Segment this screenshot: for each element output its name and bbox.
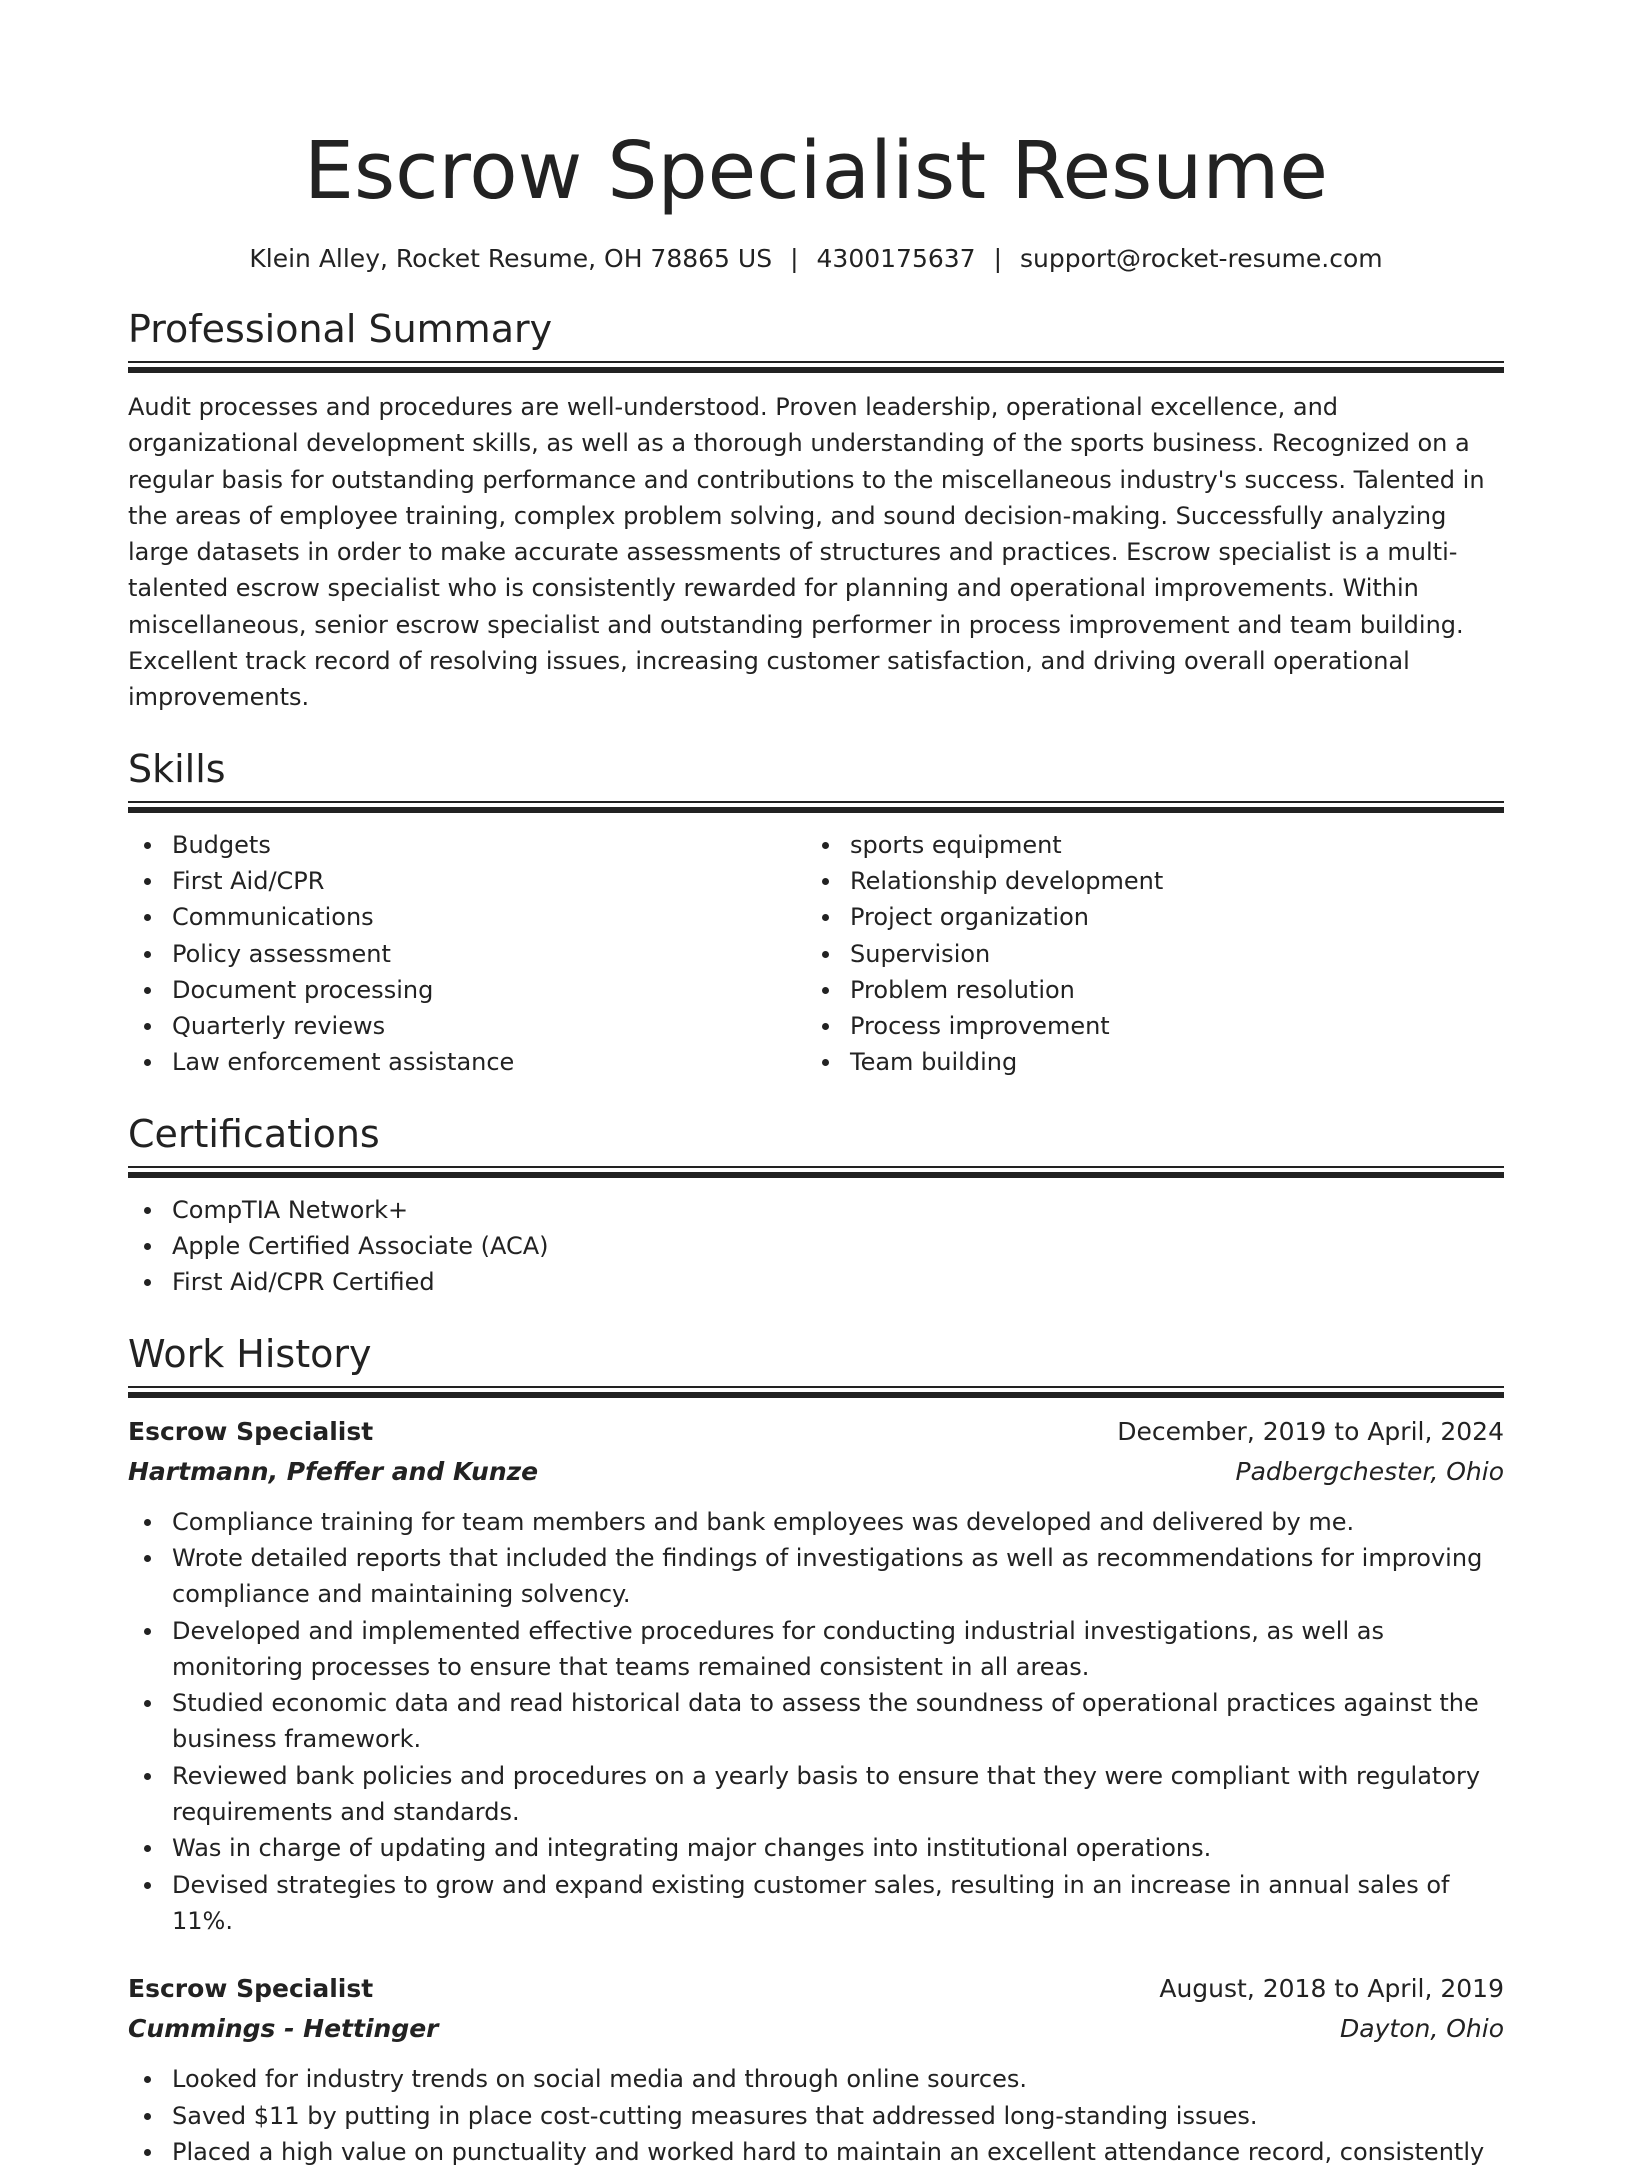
job-company-row (128, 2009, 1504, 2049)
job-bullet: Devised strategies to grow and expand existing customer sales, resulting in an increase in annual sales of 11%. (128, 1867, 1504, 1940)
skill-item: Quarterly reviews (128, 1008, 806, 1044)
job-header-row (128, 1412, 1504, 1452)
skills-list-right (806, 827, 1484, 1081)
section-heading-work-history: Work History (128, 1331, 372, 1376)
job-location: Padbergchester, Ohio (1235, 1456, 1504, 1486)
job-bullet: Placed a high value on punctuality and worked hard to maintain an excellent attendance record, consistently (128, 2134, 1504, 2170)
section-divider (128, 1386, 1504, 1398)
job-entry (128, 1969, 1504, 2170)
job-bullet: Studied economic data and read historical data to assess the soundness of operational practices against the business framework. (128, 1685, 1504, 1758)
certification-item: First Aid/CPR Certified (128, 1264, 1504, 1300)
contact-separator: | (993, 244, 1003, 273)
resume-title: Escrow Specialist Resume (304, 125, 1328, 217)
certification-item: Apple Certified Associate (ACA) (128, 1228, 1504, 1264)
summary-text: Audit processes and procedures are well-understood. Proven leadership, operational excellence, and organizational development skills, as well as a thorough understanding of the sports business. Recognized on a regular basis for outstanding performance and contributions to the miscellaneous industry's success. Talented in the areas of employee training, complex problem solving, and sound decision-making. Successfully analyzing large datasets in order to make accurate assessments of structures and practices. Escrow specialist is a multi-talented escrow specialist who is consistently rewarded for planning and operational improvements. Within miscellaneous, senior escrow specialist and outstanding performer in process improvement and team building. Excellent track record of resolving issues, increasing customer satisfaction, and driving overall operational improvements. (128, 393, 1485, 712)
contact-line (128, 242, 1504, 276)
skill-item: Budgets (128, 827, 806, 863)
section-divider (128, 1166, 1504, 1178)
job-bullet: Was in charge of updating and integrating major changes into institutional operations. (128, 1830, 1504, 1866)
skill-item: Document processing (128, 972, 806, 1008)
job-company-row (128, 1452, 1504, 1492)
skill-item: Project organization (806, 899, 1484, 935)
section-divider (128, 361, 1504, 373)
contact-email: support@rocket-resume.com (1020, 244, 1383, 273)
contact-phone: 4300175637 (816, 244, 976, 273)
work-history-section (128, 1331, 1504, 2170)
contact-separator: | (790, 244, 799, 273)
job-dates: August, 2018 to April, 2019 (1159, 1974, 1504, 2004)
skill-item: Policy assessment (128, 936, 806, 972)
job-location: Dayton, Ohio (1340, 2014, 1504, 2044)
job-bullet: Wrote detailed reports that included the findings of investigations as well as recommendations for improving compliance and maintaining solvency. (128, 1540, 1504, 1613)
job-company: Hartmann, Pfeffer and Kunze (128, 1456, 539, 1486)
job-bullet-list (128, 2061, 1504, 2170)
skill-item: First Aid/CPR (128, 863, 806, 899)
skill-item: Relationship development (806, 863, 1484, 899)
section-heading-summary: Professional Summary (128, 307, 553, 351)
skill-item: Communications (128, 899, 806, 935)
certifications-section (128, 1111, 1504, 1301)
skills-section (128, 746, 1504, 1081)
job-title: Escrow Specialist (128, 1974, 374, 2004)
section-divider (128, 801, 1504, 813)
job-title: Escrow Specialist (128, 1416, 374, 1446)
skill-item: Team building (806, 1044, 1484, 1080)
job-bullet: Reviewed bank policies and procedures on a yearly basis to ensure that they were compliant with regulatory requirements and standards. (128, 1758, 1504, 1831)
summary-section (128, 306, 1504, 716)
job-dates: December, 2019 to April, 2024 (1117, 1416, 1504, 1446)
job-bullet-list (128, 1504, 1504, 1940)
certification-item: CompTIA Network+ (128, 1192, 1504, 1228)
skills-list-left (128, 827, 806, 1081)
skill-item: Process improvement (806, 1008, 1484, 1044)
section-heading-skills: Skills (128, 746, 226, 791)
skill-item: Problem resolution (806, 972, 1484, 1008)
job-bullet: Developed and implemented effective procedures for conducting industrial investigations, as well as monitoring processes to ensure that teams remained consistent in all areas. (128, 1613, 1504, 1686)
job-company: Cummings - Hettinger (128, 2014, 439, 2044)
contact-address: Klein Alley, Rocket Resume, OH 78865 US (249, 244, 773, 273)
resume-page (128, 0, 1504, 2170)
skill-item: Law enforcement assistance (128, 1044, 806, 1080)
job-entry (128, 1412, 1504, 1940)
job-bullet: Looked for industry trends on social media and through online sources. (128, 2061, 1504, 2097)
skill-item: sports equipment (806, 827, 1484, 863)
skills-grid (128, 827, 1504, 1081)
section-heading-certifications: Certifications (128, 1111, 380, 1156)
skill-item: Supervision (806, 936, 1484, 972)
job-bullet: Compliance training for team members and bank employees was developed and delivered by me. (128, 1504, 1504, 1540)
certifications-list (128, 1192, 1504, 1301)
job-header-row (128, 1969, 1504, 2009)
job-bullet: Saved $11 by putting in place cost-cutting measures that addressed long-standing issues. (128, 2098, 1504, 2134)
